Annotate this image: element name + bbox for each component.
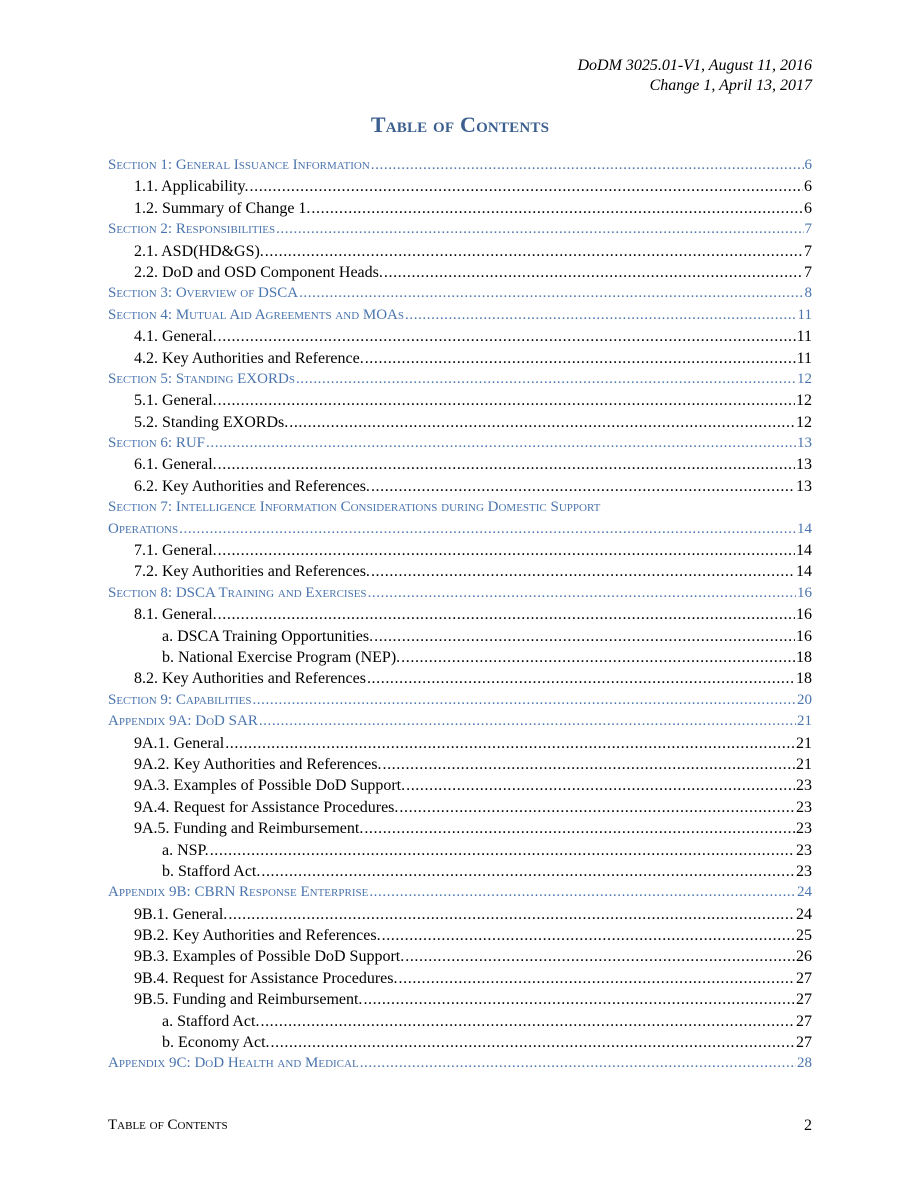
toc-entry-page: 27	[796, 1034, 812, 1052]
dot-leader	[260, 1011, 795, 1032]
toc-entry-label: Operations	[108, 520, 179, 537]
toc-entry-9b-4[interactable]	[108, 968, 812, 989]
toc-entry-label: 8.1. General.	[134, 606, 217, 624]
toc-entry-9a-5-b[interactable]	[108, 861, 812, 882]
toc-entry-page: 21	[797, 713, 812, 730]
toc-entry-label: b. National Exercise Program (NEP).	[162, 648, 401, 666]
page-number: 2	[804, 1117, 812, 1134]
toc-entry-page: 23	[796, 820, 812, 838]
toc-entry-label: Section 3: Overview of DSCA	[108, 285, 299, 302]
dot-leader	[401, 647, 795, 668]
dot-leader	[374, 626, 795, 647]
toc-entry-label: 9A.4. Request for Assistance Procedures.	[134, 798, 399, 816]
toc-entry-8-1-a[interactable]	[108, 626, 812, 647]
toc-entry-page: 7	[804, 263, 812, 281]
toc-entry-9a-2[interactable]	[108, 754, 812, 775]
toc-entry-7-1[interactable]	[108, 540, 812, 561]
toc-section-6[interactable]	[108, 433, 812, 454]
toc-entry-page: 14	[796, 563, 812, 581]
dot-leader	[371, 561, 795, 582]
toc-entry-9b-5-b[interactable]	[108, 1032, 812, 1053]
toc-entry-5-2[interactable]	[108, 412, 812, 433]
dot-leader	[218, 604, 795, 625]
toc-entry-1-2[interactable]	[108, 198, 812, 219]
dot-leader	[261, 861, 795, 882]
dot-leader	[399, 797, 795, 818]
dot-leader	[364, 818, 795, 839]
toc-entry-5-1[interactable]	[108, 390, 812, 411]
toc-entry-9a-5[interactable]	[108, 818, 812, 839]
toc-entry-label: a. NSP.	[162, 841, 209, 859]
dot-leader	[405, 946, 795, 967]
dot-leader	[296, 369, 796, 390]
dot-leader	[382, 754, 795, 775]
dot-leader	[210, 840, 795, 861]
toc-entry-label: 6.2. Key Authorities and References.	[134, 477, 370, 495]
toc-entry-label: 9A.5. Funding and Reimbursement.	[134, 820, 364, 838]
toc-entry-label: 5.1. General.	[134, 392, 217, 410]
toc-entry-1-1[interactable]	[108, 176, 812, 197]
toc-entry-page: 13	[796, 456, 812, 474]
toc-entry-label: Section 9: Capabilities	[108, 691, 252, 708]
toc-entry-page: 20	[797, 691, 812, 708]
toc-entry-page: 6	[804, 199, 812, 217]
toc-entry-page: 16	[797, 584, 812, 601]
toc-entry-label: 6.1. General.	[134, 456, 217, 474]
toc-section-7-line1[interactable]: Section 7: Intelligence Information Considerations during Domestic Support	[108, 499, 601, 516]
toc-entry-label: Section 6: RUF	[108, 435, 206, 452]
dot-leader	[384, 262, 803, 283]
dot-leader	[218, 454, 795, 475]
toc-entry-page: 13	[796, 477, 812, 495]
toc-entry-label: 7.1. General.	[134, 542, 217, 560]
toc-entry-page: 21	[796, 734, 812, 752]
header-change-date: Change 1, April 13, 2017	[649, 77, 812, 94]
toc-entry-page: 11	[797, 306, 812, 323]
toc-entry-page: 18	[796, 670, 812, 688]
toc-entry-page: 26	[796, 948, 812, 966]
toc-entry-8-2[interactable]	[108, 668, 812, 689]
toc-entry-9a-4[interactable]	[108, 797, 812, 818]
toc-entry-9a-3[interactable]	[108, 775, 812, 796]
toc-entry-label: 9B.5. Funding and Reimbursement.	[134, 991, 363, 1009]
toc-entry-label: Section 4: Mutual Aid Agreements and MOAs	[108, 306, 405, 323]
toc-entry-4-1[interactable]	[108, 326, 812, 347]
toc-entry-page: 8	[804, 285, 812, 302]
dot-leader	[371, 155, 804, 176]
dot-leader	[371, 476, 795, 497]
toc-entry-label: a. DSCA Training Opportunities.	[162, 627, 374, 645]
toc-entry-8-1[interactable]	[108, 604, 812, 625]
toc-entry-9b-2[interactable]	[108, 925, 812, 946]
table-of-contents	[108, 155, 812, 1075]
dot-leader	[367, 668, 795, 689]
toc-entry-page: 14	[797, 520, 812, 537]
toc-entry-label: 2.1. ASD(HD&GS).	[134, 242, 264, 260]
toc-entry-label: a. Stafford Act.	[162, 1012, 260, 1030]
toc-entry-label: 4.2. Key Authorities and Reference.	[134, 349, 364, 367]
dot-leader	[206, 433, 796, 454]
toc-entry-label: 9B.4. Request for Assistance Procedures.	[134, 969, 398, 987]
dot-leader	[259, 711, 796, 732]
toc-entry-page: 27	[796, 1012, 812, 1030]
toc-appendix-9c[interactable]	[108, 1053, 812, 1074]
toc-entry-page: 23	[796, 841, 812, 859]
toc-section-3[interactable]	[108, 283, 812, 304]
toc-entry-page: 25	[796, 927, 812, 945]
toc-entry-page: 24	[796, 905, 812, 923]
toc-section-1[interactable]	[108, 155, 812, 176]
toc-entry-page: 7	[804, 242, 812, 260]
toc-section-2[interactable]	[108, 219, 812, 240]
toc-section-8[interactable]	[108, 583, 812, 604]
toc-entry-9b-1[interactable]	[108, 904, 812, 925]
toc-entry-label: 9B.1. General.	[134, 905, 228, 923]
dot-leader	[218, 540, 795, 561]
toc-entry-page: 6	[804, 157, 812, 173]
document-header	[577, 56, 812, 96]
dot-leader	[365, 348, 796, 369]
dot-leader	[406, 775, 795, 796]
toc-entry-label: 9A.3. Examples of Possible DoD Support.	[134, 777, 406, 795]
toc-title: Table of Contents	[370, 112, 550, 137]
toc-entry-6-2[interactable]	[108, 476, 812, 497]
toc-entry-label: 5.2. Standing EXORDs.	[134, 413, 289, 431]
toc-entry-9a-1[interactable]	[108, 733, 812, 754]
toc-entry-page: 16	[796, 627, 812, 645]
toc-entry-label: 9B.2. Key Authorities and References.	[134, 927, 381, 945]
dot-leader	[289, 412, 795, 433]
toc-section-9[interactable]	[108, 690, 812, 711]
dot-leader	[399, 968, 795, 989]
toc-entry-page: 28	[797, 1055, 812, 1072]
toc-entry-label: Appendix 9B: CBRN Response Enterprise	[108, 884, 369, 901]
toc-entry-8-1-b[interactable]	[108, 647, 812, 668]
toc-entry-label: 1.1. Applicability.	[134, 178, 249, 196]
dot-leader	[225, 733, 795, 754]
toc-entry-9b-5[interactable]	[108, 989, 812, 1010]
dot-leader	[360, 1053, 796, 1074]
toc-entry-9a-5-a[interactable]	[108, 840, 812, 861]
dot-leader	[405, 305, 797, 326]
toc-entry-9b-3[interactable]	[108, 946, 812, 967]
dot-leader	[250, 176, 803, 197]
dot-leader	[382, 925, 795, 946]
toc-entry-label: Section 1: General Issuance Information	[108, 157, 370, 173]
toc-entry-label: 7.2. Key Authorities and References.	[134, 563, 370, 581]
toc-entry-9b-5-a[interactable]	[108, 1011, 812, 1032]
dot-leader	[369, 882, 796, 903]
dot-leader	[299, 283, 803, 304]
toc-entry-6-1[interactable]	[108, 454, 812, 475]
dot-leader	[368, 583, 796, 604]
toc-entry-page: 14	[796, 542, 812, 560]
toc-entry-label: Section 2: Responsibilities	[108, 221, 276, 238]
toc-section-5[interactable]	[108, 369, 812, 390]
toc-entry-page: 23	[796, 777, 812, 795]
page-footer	[108, 1117, 812, 1135]
toc-entry-page: 11	[796, 349, 812, 367]
toc-entry-label: Appendix 9C: DoD Health and Medical	[108, 1055, 359, 1072]
toc-entry-page: 12	[797, 370, 812, 387]
dot-leader	[276, 219, 803, 240]
toc-entry-page: 7	[804, 221, 812, 238]
toc-appendix-9a[interactable]	[108, 711, 812, 732]
toc-entry-2-2[interactable]	[108, 262, 812, 283]
toc-entry-label: b. Stafford Act.	[162, 862, 261, 880]
dot-leader	[218, 390, 795, 411]
toc-entry-4-2[interactable]	[108, 348, 812, 369]
toc-entry-2-1[interactable]	[108, 241, 812, 262]
toc-entry-page: 12	[796, 413, 812, 431]
toc-entry-page: 27	[796, 969, 812, 987]
toc-entry-page: 24	[797, 884, 812, 901]
toc-entry-page: 12	[796, 392, 812, 410]
toc-section-4[interactable]	[108, 305, 812, 326]
dot-leader	[179, 519, 796, 540]
dot-leader	[218, 326, 796, 347]
toc-entry-page: 6	[804, 178, 812, 196]
toc-entry-label: 2.2. DoD and OSD Component Heads.	[134, 263, 383, 281]
toc-entry-page: 21	[796, 755, 812, 773]
toc-entry-label: 4.1. General.	[134, 328, 217, 346]
toc-entry-label: 1.2. Summary of Change 1.	[134, 199, 311, 217]
dot-leader	[265, 241, 803, 262]
toc-entry-page: 18	[796, 648, 812, 666]
toc-entry-label: Appendix 9A: DoD SAR	[108, 713, 258, 730]
toc-entry-label: 9A.1. General	[134, 734, 225, 752]
toc-entry-page: 11	[796, 328, 812, 346]
toc-section-7[interactable]	[108, 519, 812, 540]
header-document-id: DoDM 3025.01-V1, August 11, 2016	[577, 57, 812, 74]
toc-entry-page: 13	[797, 435, 812, 452]
footer-label: Table of Contents	[108, 1117, 228, 1133]
dot-leader	[252, 690, 796, 711]
toc-entry-page: 16	[796, 606, 812, 624]
toc-entry-label: 9B.3. Examples of Possible DoD Support.	[134, 948, 405, 966]
toc-entry-page: 23	[796, 862, 812, 880]
dot-leader	[311, 198, 803, 219]
toc-entry-page: 27	[796, 991, 812, 1009]
toc-entry-label: 9A.2. Key Authorities and References.	[134, 755, 382, 773]
toc-entry-label: 8.2. Key Authorities and References	[134, 670, 366, 688]
toc-appendix-9b[interactable]	[108, 882, 812, 903]
toc-entry-label: Section 5: Standing EXORDs	[108, 370, 295, 387]
toc-entry-label: Section 8: DSCA Training and Exercises	[108, 584, 367, 601]
dot-leader	[228, 904, 795, 925]
toc-entry-page: 23	[796, 798, 812, 816]
toc-entry-label: b. Economy Act.	[162, 1034, 270, 1052]
dot-leader	[363, 989, 795, 1010]
dot-leader	[271, 1032, 795, 1053]
toc-entry-7-2[interactable]	[108, 561, 812, 582]
